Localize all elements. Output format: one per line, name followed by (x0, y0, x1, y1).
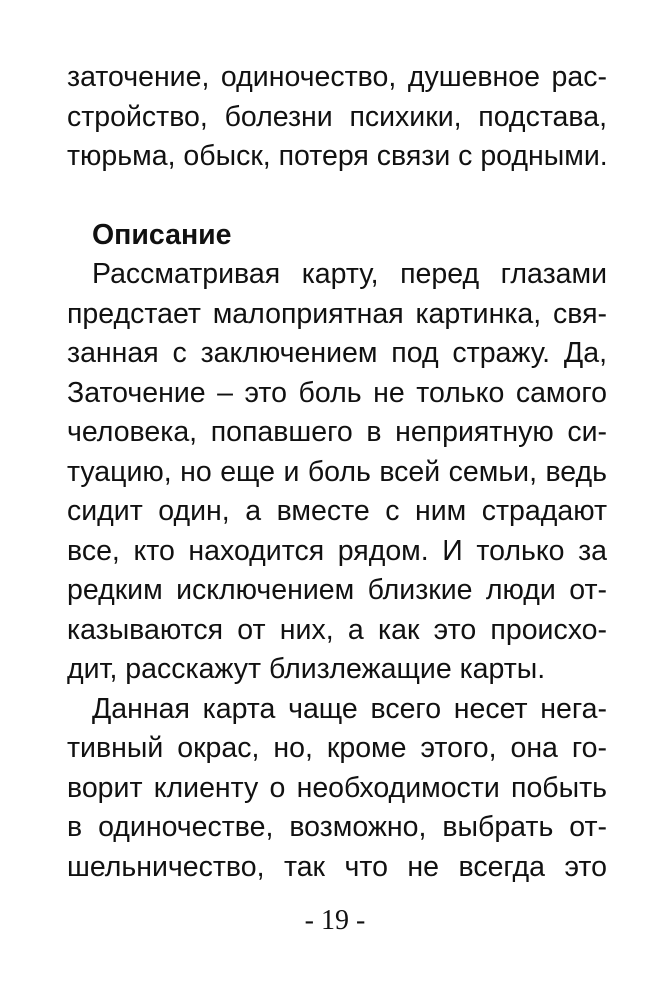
page-number: - 19 - (304, 905, 366, 936)
spacer (67, 177, 607, 216)
text-line: казываются от них, а как это происхо- (67, 613, 607, 646)
text-line: туацию, но еще и боль всей семьи, ведь (67, 455, 607, 488)
text-line: редким исключением близкие люди от- (67, 574, 607, 606)
text-line: дит, расскажут близлежащие карты. (67, 653, 546, 685)
text-line: в одиночестве, возможно, выбрать от- (67, 811, 607, 843)
text-line: заточение, одиночество, душевное рас- (67, 61, 607, 93)
page-text (67, 58, 607, 887)
text-line: человека, попавшего в неприятную си- (67, 416, 607, 448)
text-line: предстает малоприятная картинка, свя- (67, 297, 607, 330)
text-line: ворит клиенту о необходимости побыть (67, 771, 607, 804)
text-line: Данная карта чаще всего несет нега- (92, 692, 607, 725)
text-line: сидит один, а вместе с ним страдают (67, 495, 607, 527)
paragraph-2 (67, 690, 607, 888)
section-heading: Описание (92, 218, 232, 251)
text-line: Рассматривая карту, перед глазами (92, 258, 607, 290)
text-line: стройство, болезни психики, подстава, (67, 100, 607, 133)
text-line: тивный окрас, но, кроме этого, она го- (67, 732, 607, 764)
text-line: занная с заключением под стражу. Да, (67, 337, 607, 369)
intro-paragraph (67, 58, 607, 177)
text-line: тюрьма, обыск, потеря связи с родными. (67, 140, 608, 172)
text-line: шельничество, так что не всегда это (67, 850, 607, 883)
text-line: Заточение – это боль не только самого (67, 376, 607, 409)
text-line: все, кто находится рядом. И только за (67, 534, 607, 567)
paragraph-1 (67, 255, 607, 690)
